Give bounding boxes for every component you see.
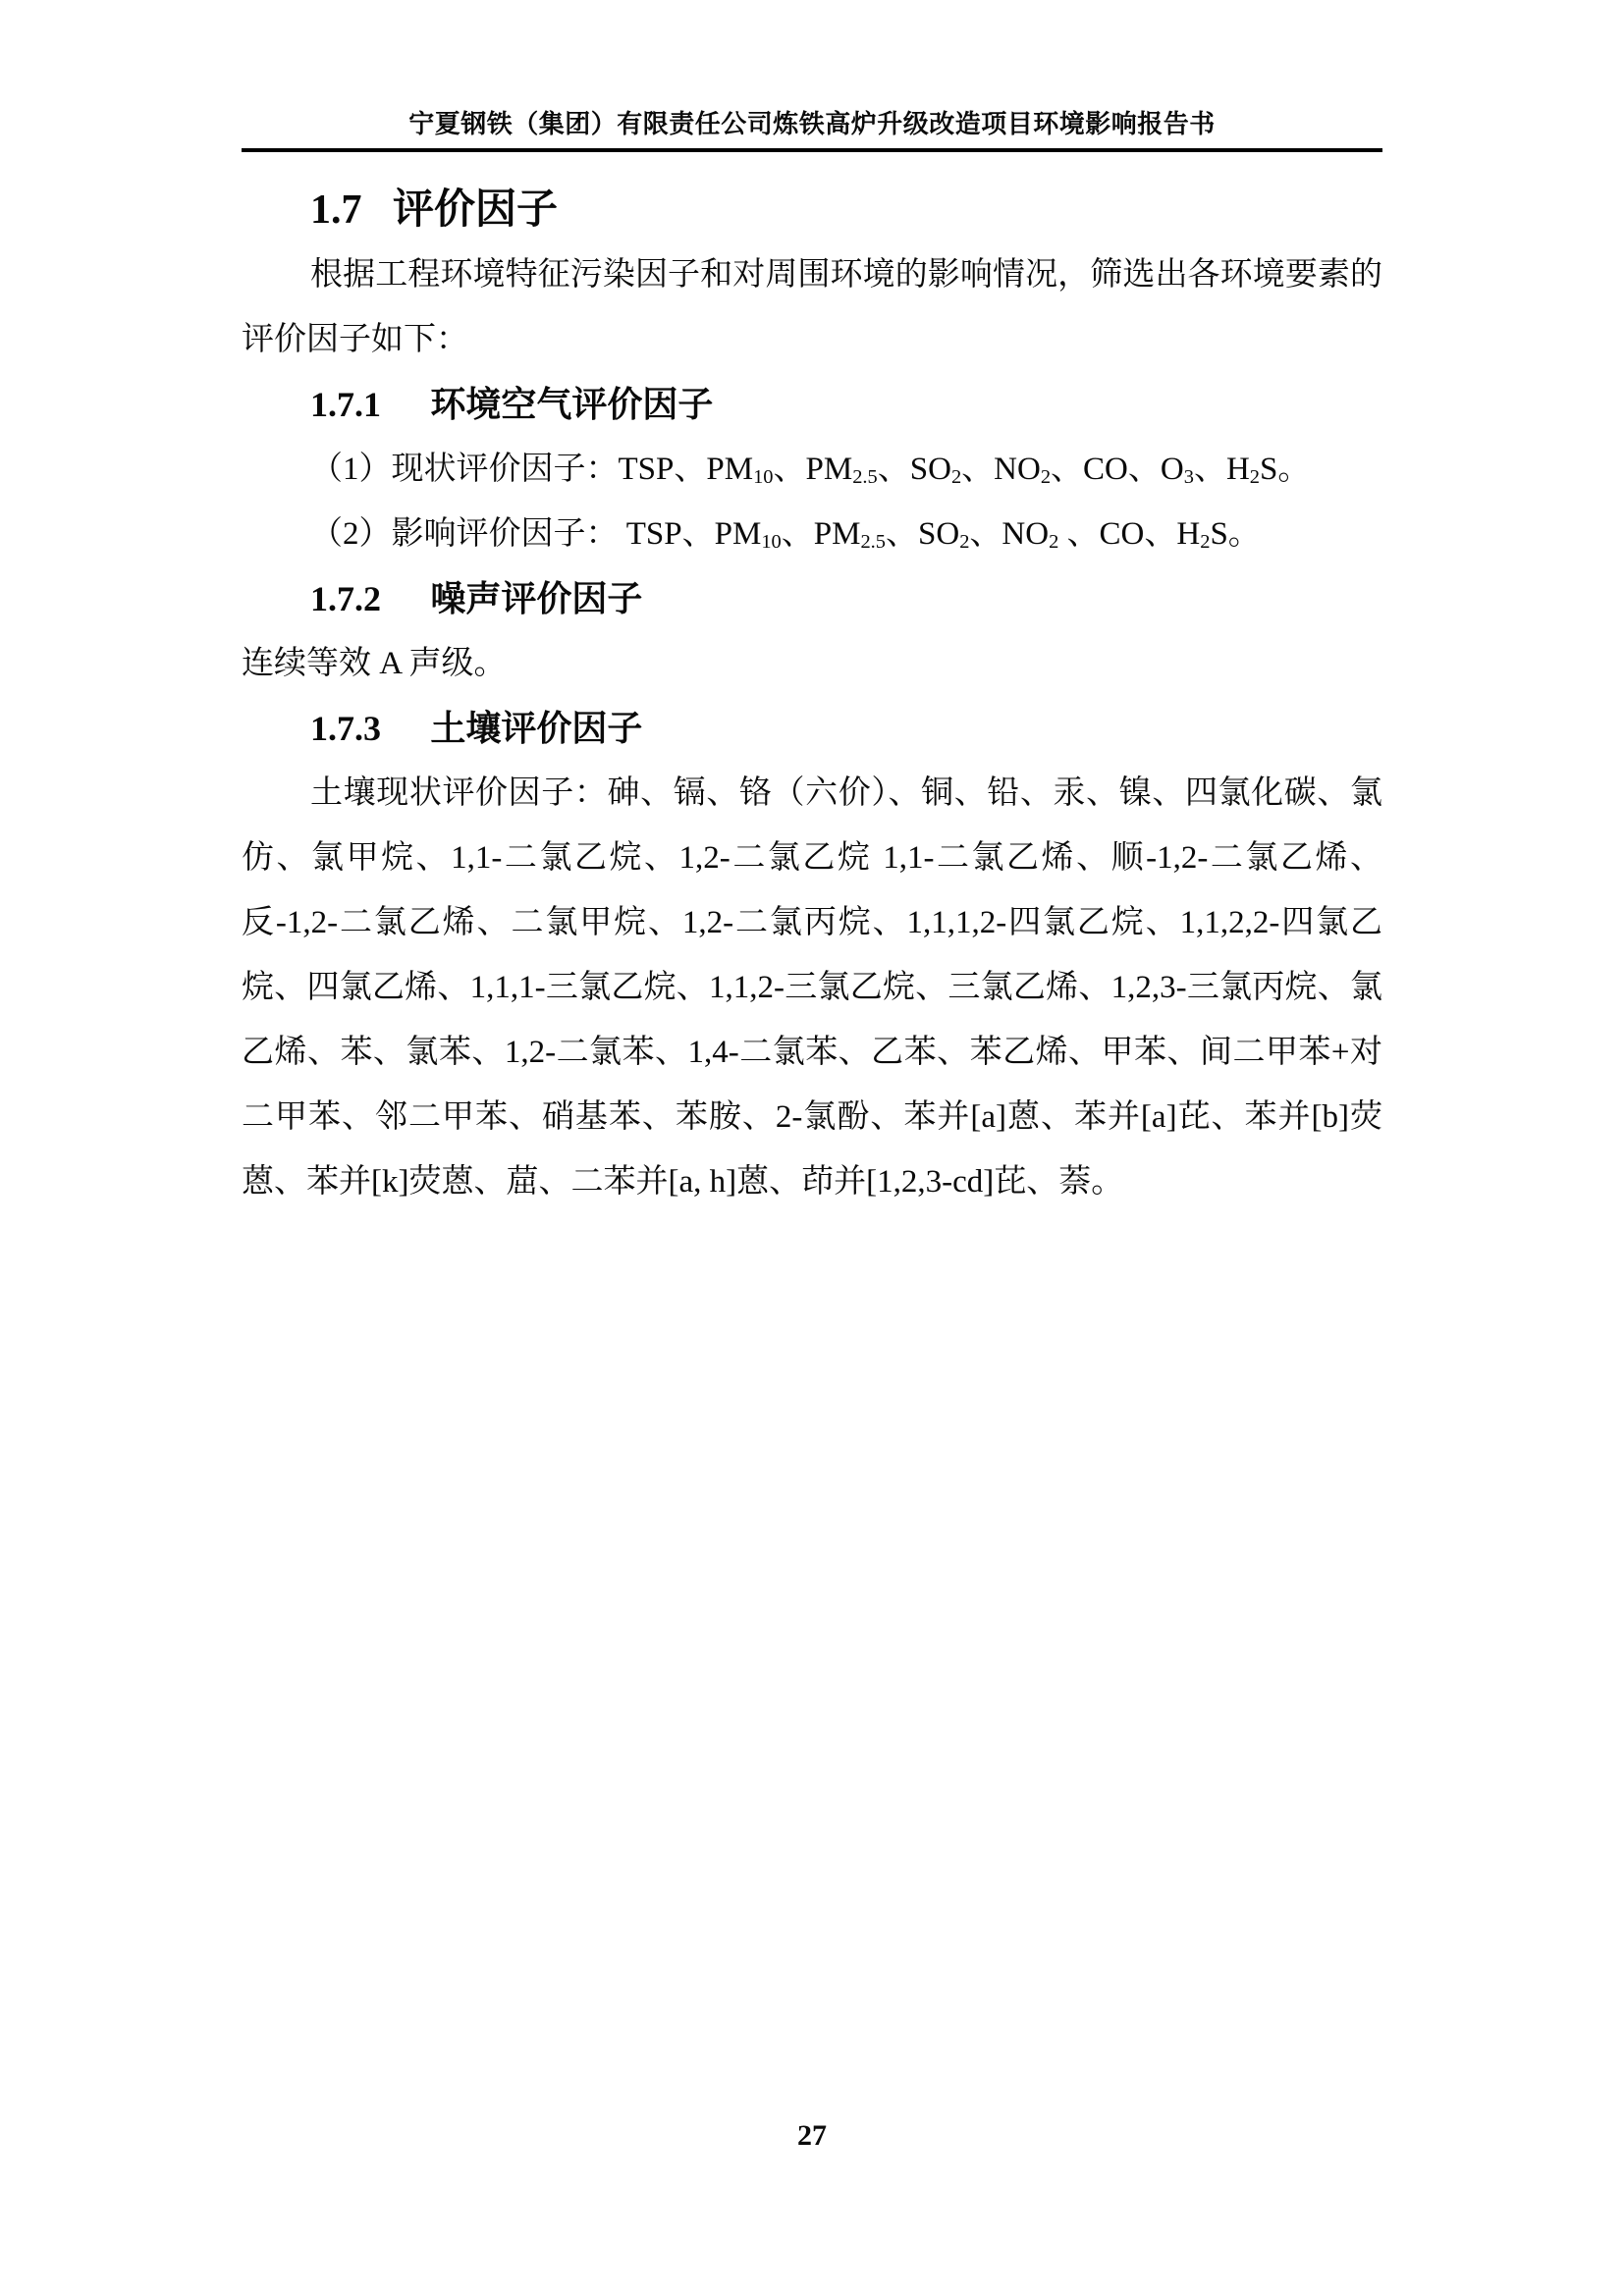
subsection-title-noise: 噪声评价因子 [430,579,643,618]
subsection-number-air: 1.7.1 [310,385,381,424]
section-number: 1.7 [310,187,362,233]
subsection-heading-soil [242,696,1382,761]
subsection-title-soil: 土壤评价因子 [430,709,643,748]
air-current-factors-line: （1）现状评价因子：TSP、$PM_{10}$、$PM_{2.5}$、$SO_2$、$NO_2$、CO、$O_3$、$H_2S$。 [310,452,1311,488]
noise-factors-line: 连续等效 A 声级。 [242,646,507,681]
section-heading-1-7 [242,178,1382,242]
section-title: 评价因子 [393,187,559,233]
subsection-title-air: 环境空气评价因子 [430,385,714,424]
running-header-title: 宁夏钢铁（集团）有限责任公司炼铁高炉升级改造项目环境影响报告书 [408,110,1216,138]
page-number: 27 [797,2119,827,2152]
page-content [242,178,1382,1214]
subsection-heading-air [242,372,1382,437]
intro-paragraph: 根据工程环境特征污染因子和对周围环境的影响情况，筛选出各环境要素的评价因子如下： [242,257,1382,357]
header-rule [242,148,1382,152]
subsection-number-soil: 1.7.3 [310,709,381,748]
soil-factors-paragraph: 土壤现状评价因子：砷、镉、铬（六价）、铜、铅、汞、镍、四氯化碳、氯仿、氯甲烷、1,1-二氯乙烷、1,2-二氯乙烷 1,1-二氯乙烯、顺-1,2-二氯乙烯、反-1,2-二氯乙烯、二氯甲烷、1,2-二氯丙烷、1,1,1,2-四氯乙烷、1,1,2,2-四氯乙烷、四氯乙烯、1,1,1-三氯乙烷、1,1,2-三氯乙烷、三氯乙烯、1,2,3-三氯丙烷、氯乙烯、苯、氯苯、1,2-二氯苯、1,4-二氯苯、乙苯、苯乙烯、甲苯、间二甲苯+对二甲苯、邻二甲苯、硝基苯、苯胺、2-氯酚、苯并[a]蒽、苯并[a]芘、苯并[b]荧蒽、苯并[k]荧蒽、䓛、二苯并[a, h]蒽、茚并[1,2,3-cd]芘、萘。 [242,775,1382,1200]
subsection-heading-noise [242,566,1382,631]
air-impact-factors-line: （2）影响评价因子： TSP、$PM_{10}$、$PM_{2.5}$、$SO_2$、$NO_2$ 、CO、$H_2S$。 [310,516,1261,553]
subsection-number-noise: 1.7.2 [310,579,381,618]
